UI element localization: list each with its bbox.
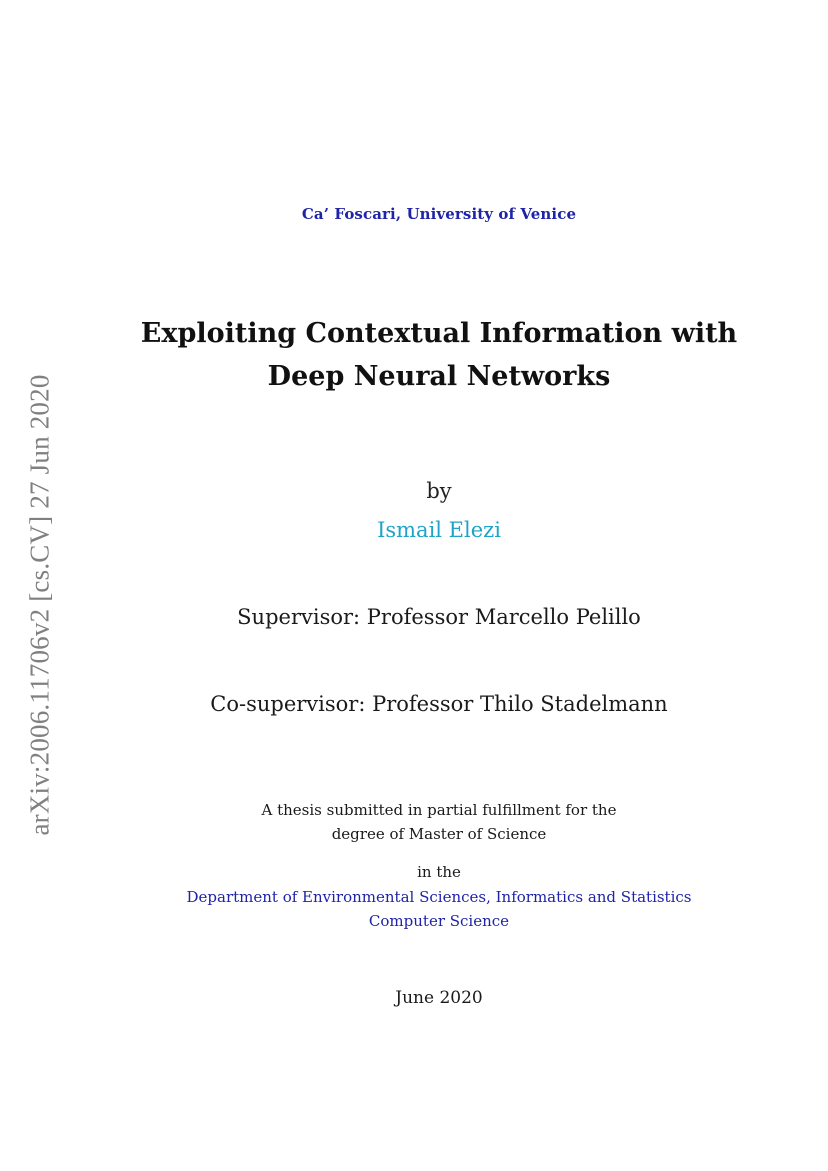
by-label: by (426, 479, 452, 503)
author-name: Ismail Elezi (377, 518, 501, 542)
department-name: Department of Environmental Sciences, Informatics and Statistics (186, 888, 692, 906)
thesis-title (140, 312, 738, 398)
cosupervisor-line: Co-supervisor: Professor Thilo Stadelmann (210, 692, 668, 716)
submission-date: June 2020 (395, 988, 483, 1008)
thesis-statement-line-1: A thesis submitted in partial fulfillment for the (261, 801, 617, 819)
thesis-statement-line-2: degree of Master of Science (331, 825, 547, 843)
thesis-title-line-1: Exploiting Contextual Information with (140, 318, 738, 349)
supervisor-line: Supervisor: Professor Marcello Pelillo (237, 605, 641, 629)
thesis-statement (140, 798, 738, 846)
in-the-label: in the (417, 863, 461, 881)
arxiv-identifier-stamp: arXiv:2006.11706v2 [cs.CV] 27 Jun 2020 (24, 374, 55, 836)
thesis-title-line-2: Deep Neural Networks (267, 361, 611, 392)
field-name: Computer Science (368, 912, 510, 930)
university-name: Ca’ Foscari, University of Venice (301, 205, 577, 223)
department-block (140, 885, 738, 933)
